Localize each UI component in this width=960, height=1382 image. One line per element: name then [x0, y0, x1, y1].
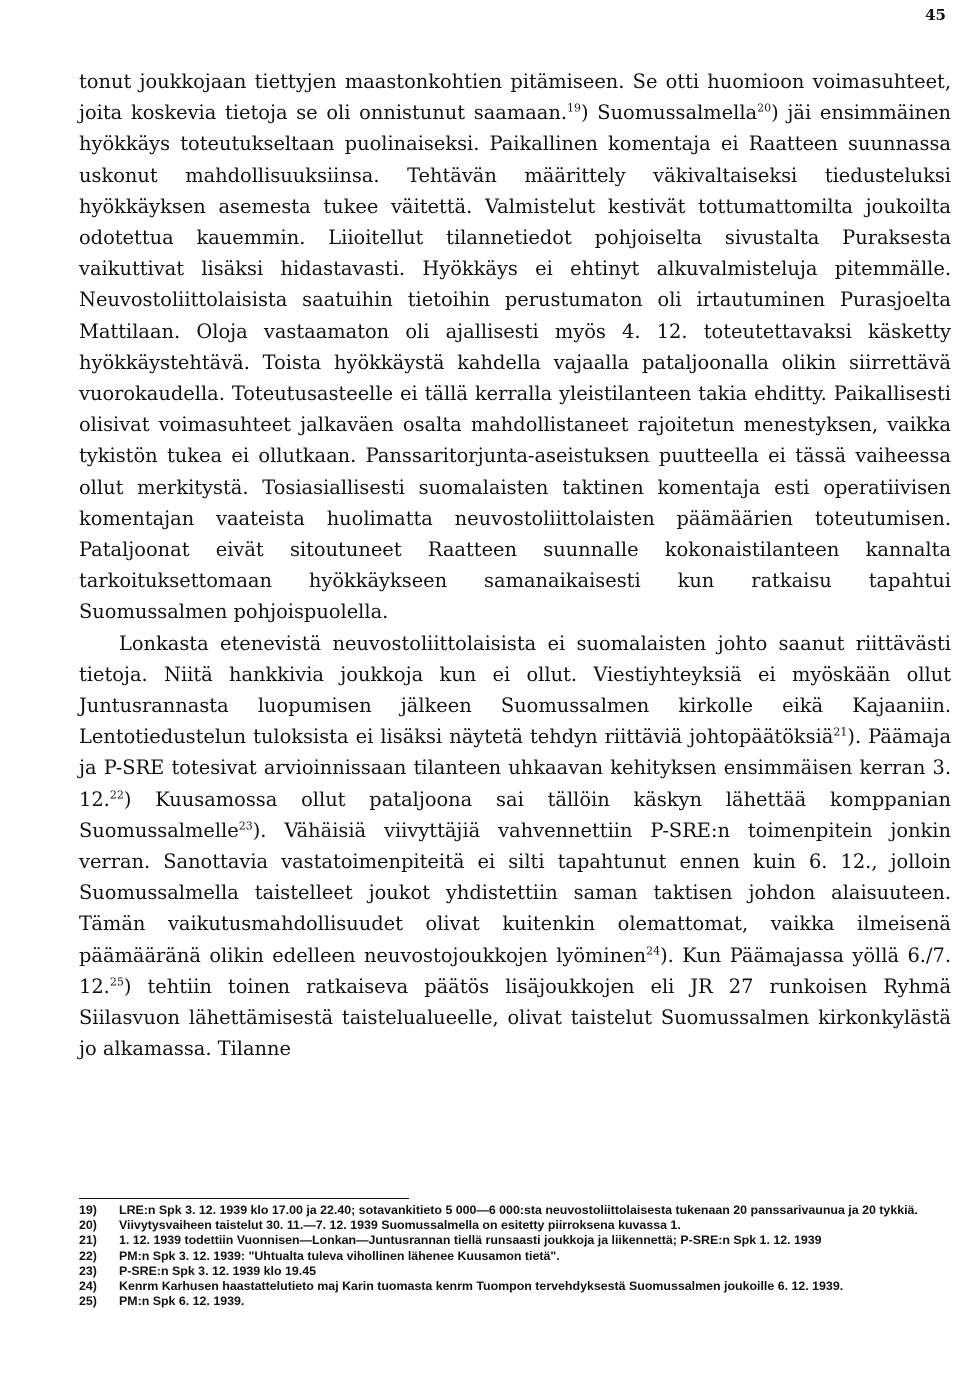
- footnote-text: PM:n Spk 6. 12. 1939.: [119, 1294, 245, 1309]
- text-run: ) Suomussalmella: [581, 101, 758, 125]
- footnote-number: 19): [79, 1203, 97, 1217]
- text-run: ). Päämaja ja P-SRE totesivat arvioinnissaan tilanteen uhkaavan kehityksen ensimmäisen kerran 3. 12.: [79, 725, 952, 811]
- footnote-text: PM:n Spk 3. 12. 1939: "Uhtualta tuleva vihollinen lähenee Kuusamon tietä".: [119, 1248, 560, 1263]
- text-run: ). Vähäisiä viivyttäjiä vahvennettiin P-SRE:n toimenpitein jonkin verran. Sanottavia vastatoimenpiteitä ei silti tapahtunut ennen kuin 6. 12., jolloin Suomussalmella taistelleet joukot yhdistettiin saman taktisen johdon alaisuuteen. Tämän vaikutusmahdollisuudet olivat kuitenkin olemattomat, vaikka ilmeisenä päämääränä olikin edelleen neuvostojoukkojen lyöminen: [79, 818, 951, 967]
- text-run: tonut joukkojaan tiettyjen maastonkohtien pitämiseen. Se otti huomioon voimasuhteet, joita koskevia tietoja se oli onnistunut saamaan.: [79, 70, 951, 125]
- footnote-number: 21): [79, 1233, 97, 1248]
- paragraph: [79, 628, 951, 1065]
- footnote: [79, 1249, 951, 1263]
- footnote-text: Kenrm Karhusen haastattelutieto maj Karin tuomasta kenrm Tuompon tervehdyksestä Suomussalmen joukoille 6. 12. 1939.: [119, 1279, 844, 1294]
- text-run: ) Kuusamossa ollut pataljoona sai tällöin käskyn lähettää komppanian Suomussalmelle: [79, 787, 951, 842]
- footnote-number: 25): [79, 1294, 97, 1309]
- body-text: [79, 66, 951, 1065]
- footnote-text: Viivytysvaiheen taistelut 30. 11.—7. 12. 1939 Suomussalmella on esitetty piirroksena kuvassa 1.: [119, 1218, 681, 1233]
- footnote: [79, 1233, 951, 1247]
- footnote: [79, 1203, 951, 1217]
- footnote-marker: 22: [109, 787, 124, 801]
- footnote: [79, 1218, 951, 1232]
- footnote: [79, 1279, 951, 1293]
- footnote-number: 20): [79, 1218, 97, 1233]
- footnote-number: 23): [79, 1263, 97, 1278]
- footnote-number: 24): [79, 1279, 97, 1294]
- footnote-text: LRE:n Spk 3. 12. 1939 klo 17.00 ja 22.40; sotavankitieto 5 000—6 000:sta neuvostoliittolaisesta tukenaan 20 panssarivaunua ja 20 tykkiä.: [119, 1203, 918, 1217]
- footnote-marker: 23: [238, 819, 253, 833]
- footnote-marker: 19: [567, 101, 581, 115]
- footnote-marker: 21: [833, 725, 848, 739]
- text-run: ) tehtiin toinen ratkaiseva päätös lisäjoukkojen eli JR 27 runkoisen Ryhmä Siilasvuon lähettämisestä taistelualueelle, olivat taistelut Suomussalmen kirkonkylästä jo alkamassa. Tilanne: [79, 974, 951, 1061]
- footnote-marker: 25: [109, 975, 124, 989]
- footnote-marker: 20: [757, 101, 772, 115]
- text-run: ). Kun Päämajassa yöllä 6./7. 12.: [79, 943, 951, 998]
- footnote: [79, 1264, 951, 1278]
- footnote: [79, 1294, 951, 1308]
- footnote-number: 22): [79, 1248, 97, 1263]
- text-run: Lonkasta etenevistä neuvostoliittolaisista ei suomalaisten johto saanut riittävästi tietoja. Niitä hankkivia joukkoja kun ei ollut. Viestiyhteyksiä ei myöskään ollut Juntusrannasta luopumisen jälkeen Suomussalmen kirkolle eikä Kajaaniin. Lentotiedustelun tuloksista ei lisäksi näytetä tehdyn riittäviä johtopäätöksiä: [79, 631, 951, 749]
- footnote-text: P-SRE:n Spk 3. 12. 1939 klo 19.45: [119, 1263, 316, 1278]
- text-run: ) jäi ensimmäinen hyökkäys toteutukseltaan puolinaiseksi. Paikallinen komentaja ei Raatteen suunnassa uskonut mahdollisuuksiinsa. Tehtävän määrittely väkivaltaiseksi tiedusteluksi hyökkäyksen asemesta tukee väitettä. Valmistelut kestivät tottumattomilta joukoilta odotettua kauemmin. Liioitellut tilannetiedot pohjoiselta sivustalta Puraksesta vaikuttivat lisäksi hidastavasti. Hyökkäys ei ehtinyt alkuvalmisteluja pitemmälle. Neuvostoliittolaisista saatuihin tietoihin perustumaton oli irtautuminen Purasjoelta Mattilaan. Oloja vastaamaton oli ajallisesti myös 4. 12. toteutettavaksi käsketty hyökkäystehtävä. Toista hyökkäystä kahdella vajaalla pataljoonalla olikin siirrettävä vuorokaudella. Toteutusasteelle ei tällä kerralla yleistilanteen takia ehditty. Paikallisesti olisivat voimasuhteet jalkaväen osalta mahdollistaneet rajoitetun menestyksen, vaikka tykistön tukea ei ollutkaan. Panssaritorjunta-aseistuksen puutteella ei tässä vaiheessa ollut merkitystä. Tosiasiallisesti suomalaisten taktinen komentaja esti operatiivisen komentajan vaateista huolimatta neuvostoliittolaisten päämäärien toteutumisen. Pataljoonat eivät sitoutuneet Raatteen suunnalle kokonaistilanteen kannalta tarkoituksettomaan hyökkäykseen samanaikaisesti kun ratkaisu tapahtui Suomussalmen pohjoispuolella.: [79, 101, 951, 624]
- footnote-marker: 24: [646, 944, 661, 957]
- footnote-divider: [79, 1198, 409, 1199]
- paragraph: [79, 66, 951, 628]
- page-number: 45: [925, 6, 946, 24]
- footnotes: [79, 1203, 951, 1309]
- footnote-text: 1. 12. 1939 todettiin Vuonnisen—Lonkan—Juntusrannan tiellä runsaasti joukkoja ja liikennettä; P-SRE:n Spk 1. 12. 1939: [119, 1233, 822, 1248]
